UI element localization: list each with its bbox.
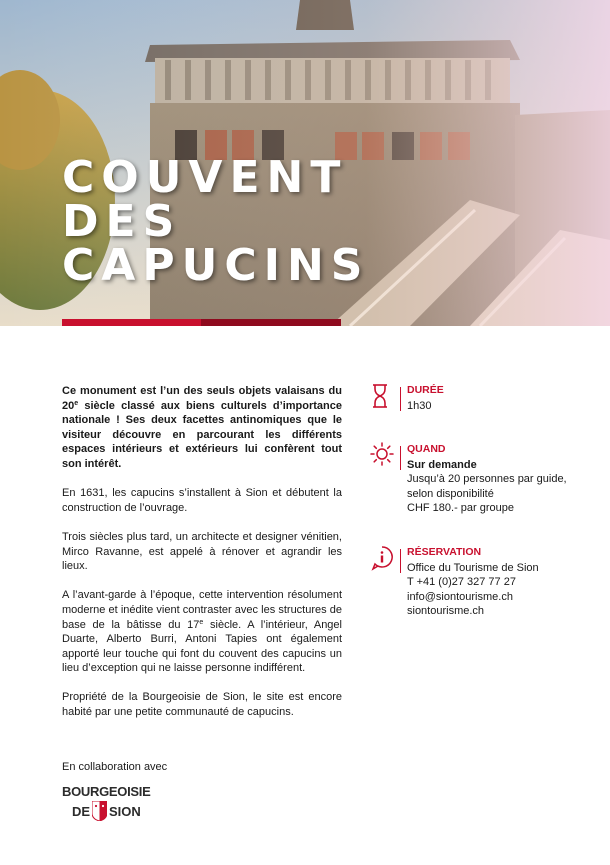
- quand-line-3: CHF 180.- par groupe: [407, 502, 514, 515]
- main-text: [62, 384, 342, 734]
- duree-value: 1h30: [407, 399, 432, 412]
- sun-icon: [370, 442, 394, 466]
- hero-image: [0, 0, 610, 326]
- quand-heading: QUAND: [407, 443, 446, 455]
- logo-text-de: DE: [72, 804, 91, 819]
- title-line-2: DES: [62, 196, 182, 247]
- reservation-phone[interactable]: T +41 (0)27 327 77 27: [407, 576, 516, 589]
- quand-sub: Sur demande: [407, 458, 477, 471]
- reservation-email[interactable]: info@siontourisme.ch: [407, 590, 513, 603]
- lead-text-1: Ce monument est l’un des seuls objets valaisans du 20: [62, 385, 342, 412]
- accent-bar-dark: [201, 319, 341, 326]
- title-line-3: CAPUCINS: [62, 240, 370, 291]
- paragraph-3: [62, 588, 342, 676]
- reservation-office: Office du Tourisme de Sion: [407, 561, 539, 574]
- reservation-website[interactable]: siontourisme.ch: [407, 605, 485, 618]
- divider-line: [400, 446, 401, 470]
- collaboration-label: En collaboration avec: [62, 761, 168, 773]
- divider-line: [400, 549, 401, 573]
- bourgeoisie-logo: [62, 784, 162, 826]
- p3-text-1: A l’avant-garde à l’époque, cette intervention résolument moderne et inédite vient contraster avec les structures de base de la bâtisse du 17: [62, 589, 342, 631]
- logo-text-bourgeoisie: BOURGEOISIE: [62, 784, 151, 799]
- paragraph-1: En 1631, les capucins s’installent à Sion et débutent la construction de l’ouvrage.: [62, 487, 342, 514]
- p3-sup: e: [199, 618, 204, 626]
- page-title: [62, 152, 370, 291]
- info-icon: [370, 545, 394, 571]
- lead-paragraph: [62, 384, 342, 472]
- paragraph-2: Trois siècles plus tard, un architecte et designer vénitien, Mirco Ravanne, est appelé à rénover et agrandir les lieux.: [62, 530, 342, 573]
- p3-text-2: siècle. A l’intérieur, Angel Duarte, Alberto Burri, Antoni Tapies ont également apporté leur touche qui font du couvent des capucins un lieu d’exception qui ne laisse personne indifférent.: [62, 618, 342, 675]
- reservation-heading: RÉSERVATION: [407, 546, 482, 558]
- divider-line: [400, 387, 401, 411]
- lead-sup: e: [74, 399, 79, 407]
- accent-bar: [62, 319, 341, 326]
- hourglass-icon: [370, 383, 390, 409]
- paragraph-4: Propriété de la Bourgeoisie de Sion, le site est encore habité par une petite communauté de capucins.: [62, 691, 342, 719]
- title-line-1: COUVENT: [62, 152, 348, 203]
- sion-crest-icon: [92, 801, 107, 821]
- lead-text-2: siècle classé aux biens culturels d’importance nationale ! Ses deux facettes antinomiques que le visiteur découvre en parcourant les différents espaces intérieurs et extérieurs lui confèrent tout son intérêt.: [62, 399, 342, 470]
- quand-line-1: Jusqu’à 20 personnes par guide,: [407, 473, 567, 486]
- duree-heading: DURÉE: [407, 384, 444, 396]
- logo-text-sion: SION: [109, 804, 141, 819]
- quand-line-2: selon disponibilité: [407, 487, 494, 500]
